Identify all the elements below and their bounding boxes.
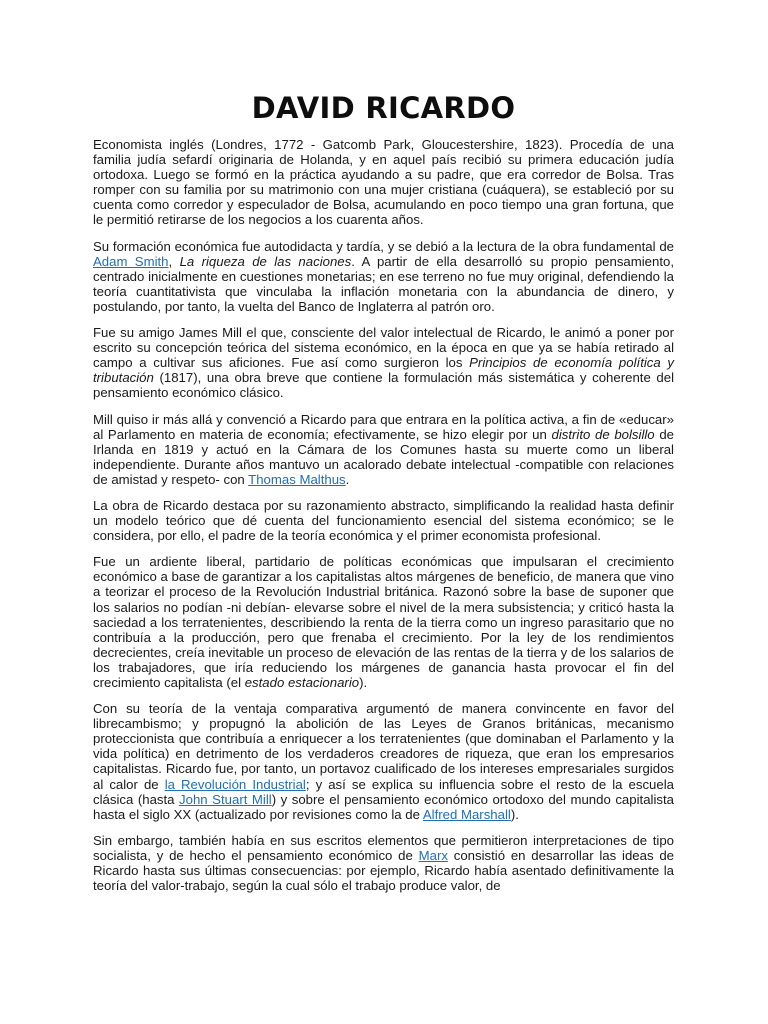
inline-link[interactable]: Adam Smith bbox=[93, 253, 169, 269]
paragraph bbox=[93, 412, 674, 487]
text-segment: consistió en desarrollar las ideas de Ricardo hasta sus últimas consecuencias: por ejemplo, Ricardo había asentado definitivamente la teoría del valor-trabajo, según la cual sólo el trabajo produce valor, de bbox=[93, 847, 674, 894]
text-segment: Su formación económica fue autodidacta y tardía, y se debió a la lectura de la obra fundamental de bbox=[93, 238, 674, 254]
text-segment: de Irlanda en 1819 y actuó en la Cámara de los Comunes hasta su muerte como un liberal independiente. Durante años mantuvo un acalorado debate intelectual -compatible con relaciones de amistad y respeto- con bbox=[93, 426, 674, 487]
text-segment: ) y sobre el pensamiento económico ortodoxo del mundo capitalista hasta el siglo XX (actualizado por revisiones como la de bbox=[93, 791, 674, 822]
italic-text: La riqueza de las naciones bbox=[179, 253, 352, 269]
text-segment: Fue un ardiente liberal, partidario de políticas económicas que impulsaran el crecimiento económico a base de garantizar a los capitalistas altos márgenes de beneficio, de manera que vino a teorizar el proceso de la Revolución Industrial británica. Razonó sobre la base de suponer que los salarios no podían -ni debían- elevarse sobre el nivel de la mera subsistencia; y criticó hasta la saciedad a los terratenientes, describiendo la renta de la tierra como un ingreso parasitario que no contribuía a la producción, pero que frenaba el crecimiento. Por la ley de los rendimientos decrecientes, creía inevitable un proceso de elevación de las rentas de la tierra y de los salarios de los trabajadores, que iría reduciendo los márgenes de ganancia hasta provocar el fin del crecimiento capitalista (el bbox=[93, 554, 674, 690]
text-segment: La obra de Ricardo destaca por su razonamiento abstracto, simplificando la realidad hasta definir un modelo teórico que dé cuenta del funcionamiento esencial del sistema económico; se le considera, por ello, el padre de la teoría económica y el primer economista profesional. bbox=[93, 497, 674, 544]
paragraph bbox=[93, 701, 674, 822]
italic-text: Principios de economía política y tributación bbox=[93, 355, 674, 386]
inline-link[interactable]: John Stuart Mill bbox=[179, 791, 272, 807]
text-segment: Con su teoría de la ventaja comparativa argumentó de manera convincente en favor del librecambismo; y propugnó la abolición de las Leyes de Granos británicas, mecanismo proteccionista que contribuía a enriquecer a los terratenientes (que dominaban el Parlamento y la vida política) en detrimento de los verdaderos creadores de riqueza, que eran los empresarios capitalistas. Ricardo fue, por tanto, un portavoz cualificado de los intereses empresariales surgidos al calor de bbox=[93, 701, 674, 792]
text-segment: (1817), una obra breve que contiene la formulación más sistemática y coherente del pensamiento económico clásico. bbox=[93, 370, 674, 401]
text-segment: ; y así se explica su influencia sobre el resto de la escuela clásica (hasta bbox=[93, 776, 674, 807]
text-segment: , bbox=[168, 253, 180, 269]
document-page bbox=[93, 0, 674, 904]
text-segment: Fue su amigo James Mill el que, consciente del valor intelectual de Ricardo, le animó a poner por escrito su concepción teórica del sistema económico, en la época en que ya se había retirado al campo a cultivar sus aficiones. Fue así como surgieron los bbox=[93, 325, 674, 371]
inline-link[interactable]: Thomas Malthus bbox=[248, 471, 346, 487]
paragraph bbox=[93, 498, 674, 543]
paragraph bbox=[93, 239, 674, 314]
paragraph bbox=[93, 325, 674, 400]
text-segment: Mill quiso ir más allá y convenció a Ricardo para que entrara en la política activa, a fin de «educar» al Parlamento en materia de economía; efectivamente, se hizo elegir por un bbox=[93, 411, 674, 442]
text-segment: . bbox=[345, 471, 350, 487]
text-segment: Sin embargo, también había en sus escritos elementos que permitieron interpretaciones de tipo socialista, y de hecho el pensamiento económico de bbox=[93, 832, 674, 863]
document-title: DAVID RICARDO bbox=[251, 91, 516, 125]
text-segment: Economista inglés (Londres, 1772 - Gatcomb Park, Gloucestershire, 1823). Procedía de una familia judía sefardí originaria de Holanda, y en aquel país recibió su primera educación judía ortodoxa. Luego se formó en la práctica ayudando a su padre, que era corredor de Bolsa. Tras romper con su familia por su matrimonio con una mujer cristiana (cuáquera), se estableció por su cuenta como corredor y especulador de Bolsa, acumulando en poco tiempo una gran fortuna, que le permitió retirarse de los negocios a los cuarenta años. bbox=[93, 137, 674, 228]
inline-link[interactable]: Alfred Marshall bbox=[422, 806, 511, 822]
text-segment: . A partir de ella desarrolló su propio pensamiento, centrado inicialmente en cuestiones monetarias; en ese terreno no fue muy original, defendiendo la teoría cuantitativista que vinculaba la inflación monetaria con la abundancia de dinero, y postulando, por tanto, la vuelta del Banco de Inglaterra al patrón oro. bbox=[93, 253, 675, 314]
italic-text: estado estacionario bbox=[244, 675, 360, 690]
paragraph bbox=[93, 137, 674, 228]
italic-text: distrito de bolsillo bbox=[551, 426, 655, 442]
document-body bbox=[93, 137, 674, 893]
text-segment: ). bbox=[510, 806, 519, 822]
inline-link[interactable]: Marx bbox=[418, 847, 448, 863]
text-segment: ). bbox=[359, 675, 368, 690]
inline-link[interactable]: la Revolución Industrial bbox=[164, 776, 306, 792]
paragraph bbox=[93, 554, 674, 690]
paragraph bbox=[93, 833, 674, 893]
